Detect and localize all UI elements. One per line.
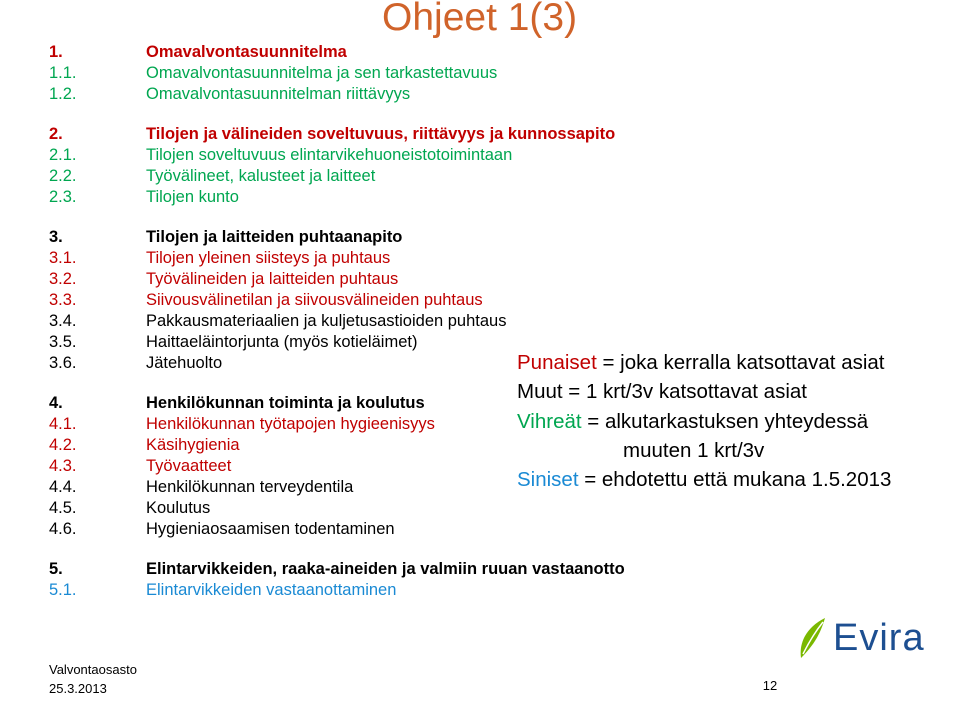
toc-label: Omavalvontasuunnitelman riittävyys	[146, 85, 411, 103]
toc-label: Työvaatteet	[146, 457, 232, 475]
toc-number: 2.3.	[49, 188, 77, 206]
toc-number: 4.6.	[49, 520, 77, 538]
legend-green-desc: = alkutarkastuksen yhteydessä	[581, 410, 869, 433]
toc-number: 4.3.	[49, 457, 77, 475]
legend-blue-word: Siniset	[517, 468, 579, 491]
toc-number: 4.1.	[49, 415, 77, 433]
legend-green	[517, 407, 868, 436]
toc-number: 2.2.	[49, 167, 77, 185]
toc-number: 2.	[49, 125, 63, 143]
toc-label: Omavalvontasuunnitelma ja sen tarkastettavuus	[146, 64, 498, 82]
toc-number: 3.3.	[49, 291, 77, 309]
toc-number: 5.	[49, 560, 63, 578]
toc-label: Tilojen kunto	[146, 188, 239, 206]
toc-label: Käsihygienia	[146, 436, 240, 454]
legend-black	[517, 377, 807, 406]
toc-label: Tilojen ja laitteiden puhtaanapito	[146, 228, 403, 246]
toc-number: 3.2.	[49, 270, 77, 288]
page-number: 12	[762, 678, 778, 693]
legend-black-word: Muut	[517, 380, 563, 403]
evira-logo	[795, 614, 935, 664]
toc-number: 3.1.	[49, 249, 77, 267]
toc-label: Henkilökunnan toiminta ja koulutus	[146, 394, 425, 412]
evira-leaf-icon	[795, 614, 831, 660]
toc-label: Siivousvälinetilan ja siivousvälineiden puhtaus	[146, 291, 483, 309]
toc-label: Haittaeläintorjunta (myös kotieläimet)	[146, 333, 418, 351]
toc-label: Hygieniaosaamisen todentaminen	[146, 520, 395, 538]
toc-label: Työvälineet, kalusteet ja laitteet	[146, 167, 376, 185]
toc-label: Tilojen ja välineiden soveltuvuus, riittävyys ja kunnossapito	[146, 125, 616, 143]
toc-label: Henkilökunnan työtapojen hygieenisyys	[146, 415, 435, 433]
toc-number: 1.2.	[49, 85, 77, 103]
legend-red-desc: = joka kerralla katsottavat asiat	[596, 351, 885, 374]
toc-number: 3.5.	[49, 333, 77, 351]
toc-label: Elintarvikkeiden vastaanottaminen	[146, 581, 397, 599]
legend-green-desc-cont: muuten 1 krt/3v	[623, 439, 765, 462]
toc-label: Omavalvontasuunnitelma	[146, 43, 347, 61]
legend-green-cont	[623, 436, 764, 465]
toc-label: Työvälineiden ja laitteiden puhtaus	[146, 270, 399, 288]
toc-number: 2.1.	[49, 146, 77, 164]
toc-label: Tilojen yleinen siisteys ja puhtaus	[146, 249, 391, 267]
page-title: Ohjeet 1(3)	[382, 0, 578, 39]
legend-red-word: Punaiset	[517, 351, 597, 374]
footer-section: Valvontaosasto	[49, 662, 137, 677]
legend-blue-desc: = ehdotettu että mukana 1.5.2013	[578, 468, 892, 491]
toc-label: Koulutus	[146, 499, 211, 517]
toc-number: 1.	[49, 43, 63, 61]
toc-number: 3.4.	[49, 312, 77, 330]
logo-text: Evira	[833, 617, 925, 659]
toc-number: 4.	[49, 394, 63, 412]
legend-blue	[517, 465, 891, 494]
toc-number: 3.	[49, 228, 63, 246]
footer-date: 25.3.2013	[49, 681, 107, 696]
toc-label: Tilojen soveltuvuus elintarvikehuoneistotoimintaan	[146, 146, 513, 164]
legend-red	[517, 348, 885, 377]
toc-number: 4.5.	[49, 499, 77, 517]
footer-info	[49, 660, 137, 698]
toc-label: Jätehuolto	[146, 354, 223, 372]
toc-label: Henkilökunnan terveydentila	[146, 478, 354, 496]
toc-number: 5.1.	[49, 581, 77, 599]
legend-green-word: Vihreät	[517, 410, 582, 433]
toc-number: 4.4.	[49, 478, 77, 496]
toc-label: Pakkausmateriaalien ja kuljetusastioiden puhtaus	[146, 312, 507, 330]
legend-black-desc: = 1 krt/3v katsottavat asiat	[562, 380, 807, 403]
toc-label: Elintarvikkeiden, raaka-aineiden ja valmiin ruuan vastaanotto	[146, 560, 625, 578]
toc-number: 3.6.	[49, 354, 77, 372]
toc-number: 4.2.	[49, 436, 77, 454]
toc-number: 1.1.	[49, 64, 77, 82]
